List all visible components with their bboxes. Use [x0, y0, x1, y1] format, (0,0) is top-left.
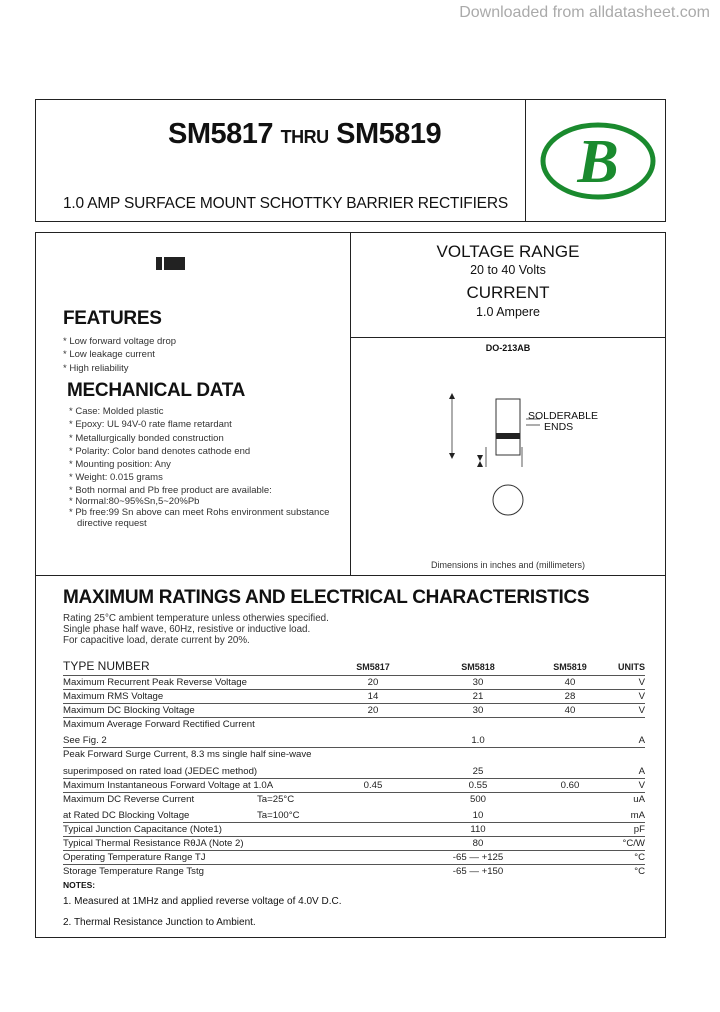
- row-sm5818-value: 30: [472, 705, 484, 716]
- col-sm5817: SM5817: [356, 662, 390, 672]
- col-sm5818: SM5818: [461, 662, 495, 672]
- row-sm5819-value: 28: [564, 691, 576, 702]
- part-start: SM5817: [168, 118, 274, 150]
- mechanical-item: * Pb free:99 Sn above can meet Rohs environment substance: [69, 506, 330, 518]
- end-view-circle: [493, 485, 523, 515]
- row-param: Maximum DC Reverse Current: [63, 794, 195, 805]
- solderable-label: SOLDERABLE: [528, 410, 599, 422]
- row-param: Maximum Recurrent Peak Reverse Voltage: [63, 677, 247, 688]
- row-sm5818-value: -65 — +150: [452, 866, 504, 877]
- ratings-table: [63, 659, 645, 878]
- mechanical-item: * Mounting position: Any: [69, 459, 171, 471]
- part-end: SM5819: [336, 118, 442, 150]
- row-unit: °C: [634, 866, 645, 877]
- row-sm5818-value: 110: [470, 824, 486, 835]
- mechanical-item: * Epoxy: UL 94V-0 rate flame retardant: [69, 419, 232, 431]
- ends-label: ENDS: [544, 421, 574, 433]
- table-row: [63, 865, 645, 878]
- table-body: [63, 676, 645, 878]
- package-outline-drawing: [430, 385, 600, 525]
- row-sm5817-value: 0.45: [363, 780, 383, 791]
- row-sm5819-value: 40: [564, 677, 576, 688]
- mechanical-item: * Polarity: Color band denotes cathode end: [69, 445, 251, 457]
- row-sm5817-value: 20: [367, 705, 379, 716]
- row-sm5818-value: 30: [472, 677, 484, 688]
- row-unit: V: [638, 705, 645, 716]
- table-row: [63, 704, 645, 718]
- row-unit: pF: [633, 824, 645, 835]
- row-sm5818-value: 0.55: [468, 780, 488, 791]
- col-units: UNITS: [618, 662, 645, 672]
- mechanical-item: * Both normal and Pb free product are available:: [69, 484, 272, 496]
- feature-item: * Low forward voltage drop: [63, 336, 177, 347]
- rating-note: Single phase half wave, 60Hz, resistive or inductive load.: [63, 624, 311, 635]
- row-param: Storage Temperature Range Tstg: [63, 866, 204, 877]
- diode-body: [496, 399, 520, 455]
- row-unit: V: [638, 780, 645, 791]
- row-sm5818-value: -65 — +125: [452, 852, 504, 863]
- arrow-down-icon: [477, 455, 483, 461]
- row-unit: V: [638, 691, 645, 702]
- notes-label: NOTES:: [63, 880, 96, 890]
- current-title: CURRENT: [466, 283, 550, 302]
- table-row: [63, 718, 645, 731]
- dimensions-note: Dimensions in inches and (millimeters): [430, 560, 586, 570]
- row-unit: °C: [634, 852, 645, 863]
- subtitle: 1.0 AMP SURFACE MOUNT SCHOTTKY BARRIER RECTIFIERS: [63, 195, 508, 212]
- ratings-notes: [63, 613, 329, 646]
- logo-letter: B: [577, 128, 619, 196]
- brand-logo: [540, 122, 656, 200]
- row-unit: °C/W: [622, 838, 645, 849]
- col-sm5819: SM5819: [553, 662, 587, 672]
- row-unit: A: [638, 766, 645, 777]
- row-sm5818-value: 25: [472, 766, 484, 777]
- arrow-down-icon: [449, 453, 455, 459]
- row-sm5818-value: 80: [472, 838, 484, 849]
- col-type-number: TYPE NUMBER: [63, 659, 150, 673]
- mechanical-title: MECHANICAL DATA: [67, 380, 246, 401]
- row-param: Typical Thermal Resistance RθJA (Note 2): [63, 838, 244, 849]
- table-row: [63, 779, 645, 793]
- row-param: Peak Forward Surge Current, 8.3 ms single half sine-wave: [63, 749, 312, 760]
- rating-note: Rating 25°C ambient temperature unless otherwies specified.: [63, 613, 329, 624]
- voltage-range-title: VOLTAGE RANGE: [436, 242, 580, 261]
- row-param: Maximum DC Blocking Voltage: [63, 705, 195, 716]
- package-icon: [156, 257, 185, 270]
- table-row: [63, 823, 645, 837]
- package-name: DO-213AB: [485, 343, 531, 353]
- row-param: Maximum Instantaneous Forward Voltage at 1.0A: [63, 780, 274, 791]
- footnote-2: 2. Thermal Resistance Junction to Ambient.: [63, 917, 256, 928]
- table-header: [63, 659, 645, 676]
- page-title: [168, 118, 441, 151]
- table-row: [63, 851, 645, 865]
- max-ratings-title: MAXIMUM RATINGS AND ELECTRICAL CHARACTERISTICS: [63, 587, 590, 608]
- current-value: 1.0 Ampere: [476, 305, 540, 319]
- row-sm5819-value: 0.60: [560, 780, 580, 791]
- row-param: Maximum RMS Voltage: [63, 691, 164, 702]
- voltage-range-value: 20 to 40 Volts: [470, 263, 546, 277]
- table-row: [63, 676, 645, 690]
- row-condition: Ta=100°C: [257, 810, 300, 821]
- mechanical-item: * Normal:80~95%Sn,5~20%Pb: [69, 495, 200, 507]
- diode-band: [496, 433, 520, 439]
- row-unit: A: [638, 735, 645, 746]
- feature-item: * Low leakage current: [63, 349, 155, 361]
- cathode-band: [162, 257, 164, 270]
- table-row: [63, 837, 645, 851]
- row-sm5817-value: 20: [367, 677, 379, 688]
- row-sm5818-value: 21: [472, 691, 484, 702]
- table-row: [63, 748, 645, 761]
- row-sm5818-value: 10: [472, 810, 484, 821]
- rating-note: For capacitive load, derate current by 20%.: [63, 635, 250, 646]
- row-sm5818-value: 500: [469, 794, 486, 805]
- row-param: Maximum Average Forward Rectified Current: [63, 719, 255, 730]
- voltage-divider: [350, 337, 666, 338]
- row-param: Typical Junction Capacitance (Note1): [63, 824, 222, 835]
- row-param: Operating Temperature Range TJ: [63, 852, 206, 863]
- row-param: See Fig. 2: [63, 735, 107, 746]
- footnote-1: 1. Measured at 1MHz and applied reverse voltage of 4.0V D.C.: [63, 896, 342, 907]
- mechanical-item: * Metallurgically bonded construction: [69, 432, 224, 444]
- row-param: superimposed on rated load (JEDEC method): [63, 766, 258, 777]
- mechanical-item: * Case: Molded plastic: [69, 406, 164, 417]
- row-sm5817-value: 14: [367, 691, 379, 702]
- row-condition: Ta=25°C: [257, 794, 295, 805]
- row-sm5819-value: 40: [564, 705, 576, 716]
- table-row: [63, 690, 645, 704]
- table-row: [63, 806, 645, 823]
- table-row: [63, 761, 645, 779]
- watermark: Downloaded from alldatasheet.com: [459, 4, 710, 21]
- feature-item: * High reliability: [63, 362, 129, 374]
- table-row: [63, 731, 645, 748]
- arrow-up-icon: [449, 393, 455, 399]
- mechanical-list: [69, 405, 329, 529]
- features-title: FEATURES: [63, 308, 162, 329]
- table-row: [63, 793, 645, 806]
- arrow-up-icon: [477, 461, 483, 467]
- row-sm5818-value: 1.0: [471, 735, 485, 746]
- features-list: [63, 335, 176, 375]
- row-param: at Rated DC Blocking Voltage: [63, 810, 190, 821]
- row-unit: V: [638, 677, 645, 688]
- mechanical-item: * Weight: 0.015 grams: [69, 472, 163, 484]
- row-unit: uA: [633, 794, 645, 805]
- thru-label: THRU: [280, 127, 329, 147]
- row-unit: mA: [630, 810, 645, 821]
- mechanical-item: directive request: [77, 517, 147, 529]
